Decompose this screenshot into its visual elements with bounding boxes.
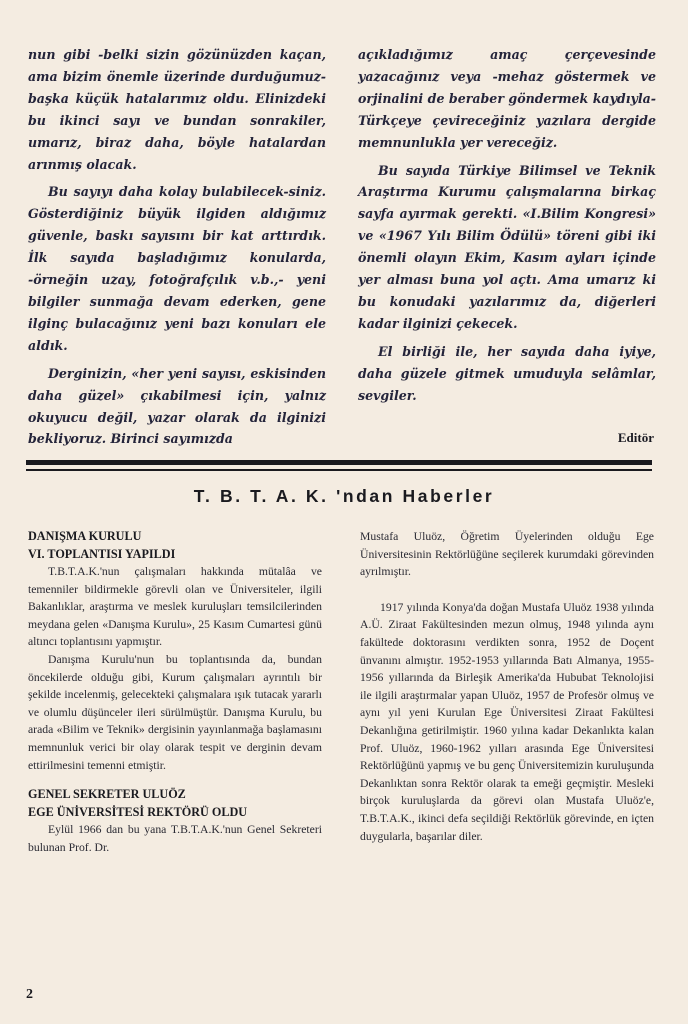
section-title: T. B. T. A. K. 'ndan Haberler <box>193 486 495 506</box>
article-paragraph: Eylül 1966 dan bu yana T.B.T.A.K.'nun Genel Sekreteri bulunan Prof. Dr. <box>28 823 322 854</box>
page-number: 2 <box>26 987 33 1002</box>
divider-thick <box>26 460 652 465</box>
editorial-paragraph: Bu sayıda Türkiye Bilimsel ve Teknik Araştırma Kurumu çalışmalarına birkaç sayfa ayırmak gerekti. «I.Bilim Kongresi» ve «1967 Yılı Bilim Ödülü» töreni gibi iki önemli olayın Ekim, Kasım ayları içinde yer alması buna yol açtı. Ama umarız ki bu konudaki yazılarımız da, diğerleri kadar ilginizi çekecek. <box>358 162 656 331</box>
divider-thin <box>26 469 652 471</box>
editorial-paragraph: açıkladığımız amaç çerçevesinde yazacağınız veya -mehaz göstermek ve orjinalini de beraber göndermek kaydıyla- Türkçeye çevireceğiniz yazılara dergide memnunlukla yer vereceğiz. <box>358 47 656 150</box>
editorial-section <box>28 44 656 447</box>
article-paragraph: Danışma Kurulu'nun bu toplantısında da, bundan öncekilerde olduğu gibi, Kurum çalışmaları ayrıntılı bir şekilde incelenmiş, gelecekteki çalışmalara ışık tutacak yararlı ve olumlu düşünceler ileri sürülmüştür. Danışma Kurulu, bu arada «Bilim ve Teknik» dergisinin yayınlanmağa başlamasını memnunluk verici bir olay olarak tespit ve derginin devam ettirilmesini temenni etmiştir. <box>28 652 322 772</box>
article-paragraph: T.B.T.A.K.'nun çalışmaları hakkında mütalâa ve temenniler bildirmekle görevli olan ve Üniversiteler, ilgili Bakanlıklar, araştırma ve meslek kuruluşları temsilcilerinden meydana gelen «Danışma Kurulu», 25 Kasım Cumartesi günü altıncı toplantısını yapmıştır. <box>28 565 322 649</box>
news-right-column <box>360 528 654 845</box>
editorial-right-column <box>358 44 656 413</box>
editorial-paragraph: Bu sayıyı daha kolay bulabilecek-siniz. Gösterdiğiniz büyük ilgiden aldığımız güvenle, baskı sayısını bir kat arttırdık. İlk sayıda başladığımız konularda, -örneğin uzay, fotoğrafçılık v.b.,- yeni bilgiler sunmağa devam ederken, gene ilginç bulacağınız yeni bazı konuları ele aldık. <box>28 184 326 353</box>
editor-signature: Editör <box>617 430 654 445</box>
article-paragraph: Mustafa Uluöz, Öğretim Üyelerinden olduğu Ege Üniversitesinin Rektörlüğüne seçilerek kurumdaki görevinden ayrılmıştır. <box>360 530 654 579</box>
news-left-column <box>28 528 322 856</box>
article-headline: DANIŞMA KURULU <box>28 529 142 543</box>
article-headline: GENEL SEKRETER ULUÖZ <box>28 787 186 802</box>
editorial-paragraph: Derginizin, «her yeni sayısı, eskisinden daha güzel» çıkabilmesi için, yalnız okuyucu değil, yazar olarak da ilginizi bekliyoruz. Birinci sayımızda <box>28 365 326 447</box>
article-headline: VI. TOPLANTISI YAPILDI <box>28 546 176 561</box>
editorial-left-column <box>28 44 326 456</box>
article-headline: EGE ÜNİVERSİTESİ REKTÖRÜ OLDU <box>28 804 248 819</box>
editorial-paragraph: nun gibi -belki sizin gözünüzden kaçan, ama bizim önemle üzerinde durduğumuz- başka küçük hatalarımız oldu. Elinizdeki bu ikinci sayı ve bundan sonrakiler, umarız, biraz daha, böyle hatalardan arınmış olacak. <box>28 47 326 172</box>
article-paragraph: 1917 yılında Konya'da doğan Mustafa Uluöz 1938 yılında A.Ü. Ziraat Fakültesinden mezun olmuş, 1948 yılında aynı fakültede doktorasını verdikten sonra, 1952 de Doçent ünvanını almıştır. 1952-1953 yıllarında Batı Almanya, 1955-1956 yıllarında da Birleşik Amerika'da Hububat Teknolojisi ile ilgili araştırmalar yapan Uluöz, 1957 de Profesör olmuş ve aynı yıl yeni Kurulan Ege Üniversitesi Ziraat Fakültesi Dekanlığına getirilmiştir. 1960 yılına kadar Dekanlıkta kalan Prof. Uluöz, 1960-1962 yılları arasında Ege Üniversitesi Rektörlüğünü yapmış ve bu genç Üniversitemizin kuruluşunda Dekanlıktan sonra Rektör olarak ta emeği geçmiştir. Mesleki birçok kuruluşlarda da görevi olan Mustafa Uluöz'e, T.B.T.A.K., ikinci defa seçildiği Rektörlük görevinde, en içten duygularla, başarılar diler. <box>360 600 654 843</box>
editorial-paragraph: El birliği ile, her sayıda daha iyiye, daha güzele gitmek umuduyla selâmlar, sevgiler. <box>358 343 656 403</box>
